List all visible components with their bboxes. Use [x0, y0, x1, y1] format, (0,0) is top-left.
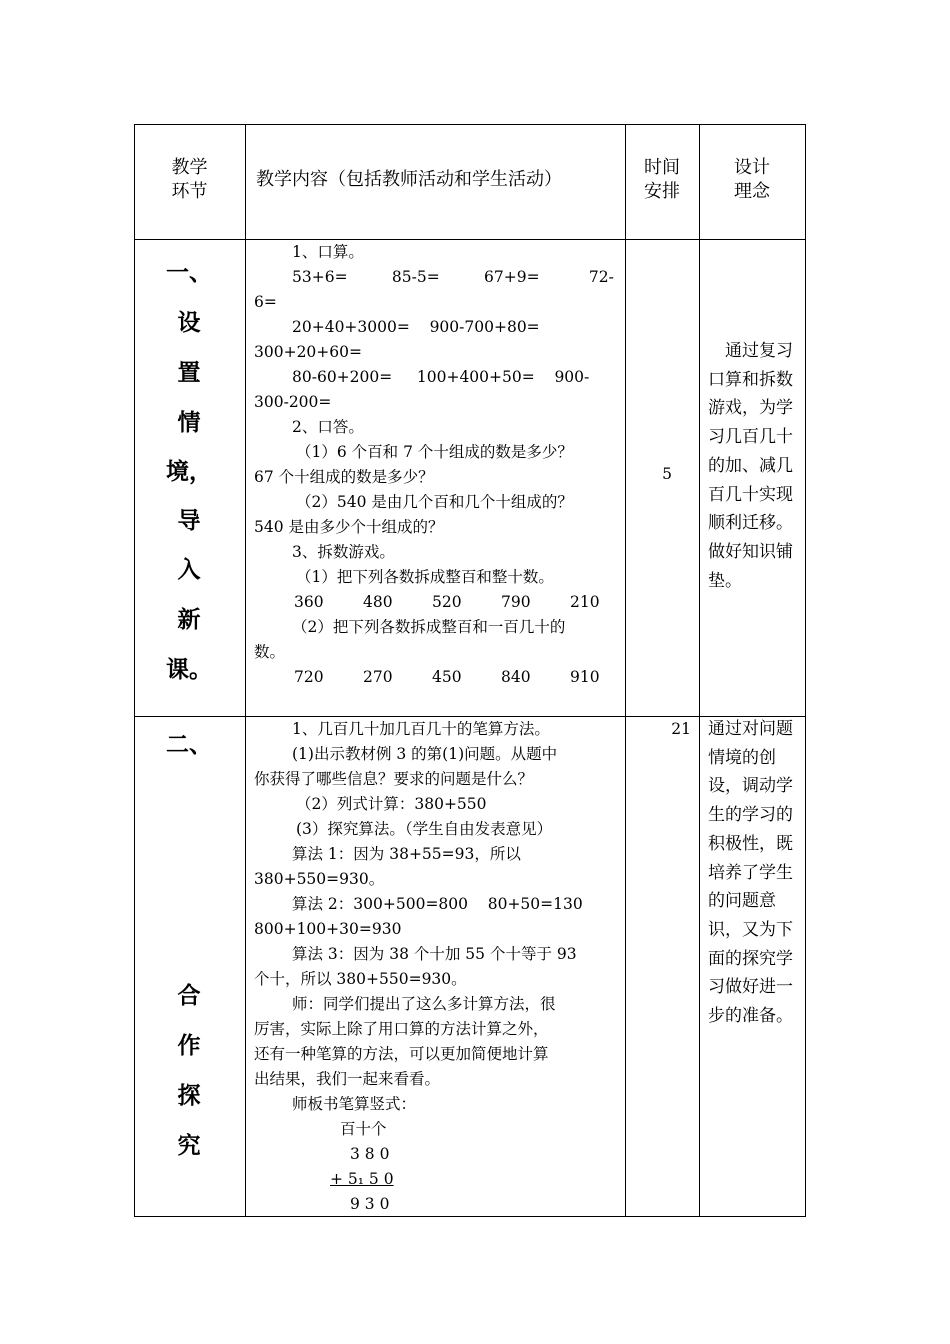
- section2-line: 厉害，实际上除了用口算的方法计算之外，: [254, 1020, 549, 1038]
- section1-line: 360 480 520 790 210: [294, 593, 600, 611]
- column-divider-1: [245, 124, 246, 1217]
- section1-title-char: 入: [177, 556, 201, 583]
- section1-time: 5: [662, 465, 672, 483]
- section1-title-char: 一、: [166, 259, 212, 286]
- section1-line: 3、拆数游戏。: [292, 543, 395, 561]
- section2-line: 1、几百几十加几百几十的笔算方法。: [292, 720, 550, 738]
- table-border-bottom: [134, 1216, 806, 1217]
- section1-line: 80-60+200= 100+400+50= 900-: [292, 368, 590, 386]
- section1-line: 1、口算。: [292, 243, 364, 261]
- section2-title-char: 探: [177, 1082, 201, 1109]
- header-design: [699, 156, 805, 204]
- section2-line: 出结果，我们一起来看看。: [254, 1070, 441, 1088]
- section2-line: (3）探究算法。（学生自由发表意见）: [296, 820, 553, 838]
- section2-line: 还有一种笔算的方法，可以更加简便地计算: [254, 1045, 549, 1063]
- section1-design-note: 通过复习口算和拆数游戏，为学习几百几十的加、减几百几十实现顺利迁移。做好知识铺垫。: [708, 341, 793, 591]
- section2-line: 算法 2：300+500=800 80+50=130: [292, 895, 583, 913]
- section1-line: （1）6 个百和 7 个十组成的数是多少？: [296, 443, 573, 461]
- vertical-calc-result: 9 3 0: [350, 1195, 390, 1213]
- section1-line: 20+40+3000= 900-700+80=: [292, 318, 540, 336]
- section2-design-note: 通过对问题情境的创设，调动学生的学习的积极性，既培养了学生的问题意识，又为下面的探究学习做好进一步的准备。: [708, 719, 793, 1027]
- section1-line: （2）540 是由几个百和几个十组成的？: [296, 493, 573, 511]
- section2-line: 800+100+30=930: [254, 920, 402, 938]
- section2-title-char: 合: [177, 982, 201, 1009]
- header-time-line2: 安排: [644, 181, 680, 202]
- header-design-line2: 理念: [734, 181, 770, 202]
- section1-line: 53+6= 85-5= 67+9= 72-: [292, 268, 614, 286]
- header-stage-line1: 教学: [171, 157, 208, 178]
- section2-line: 师板书笔算竖式：: [292, 1095, 417, 1113]
- section2-line: （2）列式计算：380+550: [296, 795, 487, 813]
- section1-line: 6=: [254, 293, 277, 311]
- section2-line: 380+550=930。: [254, 870, 385, 888]
- section1-line: 67 个十组成的数是多少？: [254, 468, 434, 486]
- section1-title-char: 课。: [166, 656, 212, 683]
- section1-title-char: 新: [177, 606, 201, 633]
- section1-line: 300+20+60=: [254, 343, 362, 361]
- lesson-plan-table: [134, 124, 806, 1217]
- section1-title-char: 置: [177, 359, 201, 386]
- section2-title-number: 二、: [166, 731, 212, 758]
- column-divider-2: [625, 124, 626, 1217]
- section1-line: 数。: [254, 643, 286, 661]
- section2-line: 算法 3：因为 38 个十加 55 个十等于 93: [292, 945, 577, 963]
- section1-line: （1）把下列各数拆成整百和整十数。: [296, 568, 554, 586]
- table-border-top: [134, 124, 806, 125]
- header-time-line1: 时间: [644, 157, 680, 178]
- section1-title-char: 境，: [166, 458, 212, 485]
- section2-time: 21: [671, 720, 691, 738]
- section2-line: 你获得了哪些信息？要求的问题是什么？: [254, 770, 534, 788]
- header-stage: [134, 156, 245, 204]
- vertical-calc-place-header: 百十个: [340, 1120, 387, 1138]
- section1-line: 540 是由多少个十组成的？: [254, 518, 444, 536]
- vertical-calc-row2: + 5₁ 5 0: [330, 1170, 394, 1188]
- section2-line: 师：同学们提出了这么多计算方法，很: [292, 995, 556, 1013]
- section1-title-char: 导: [177, 507, 201, 534]
- section1-title-char: 设: [177, 309, 201, 336]
- header-divider: [134, 239, 806, 240]
- section1-title-char: 情: [177, 409, 201, 436]
- section2-line: 个十，所以 380+550=930。: [254, 970, 467, 988]
- header-content: 教学内容（包括教师活动和学生活动）: [256, 169, 562, 190]
- section1-line: 2、口答。: [292, 418, 364, 436]
- section2-line: (1)出示教材例 3 的第(1)问题。从题中: [292, 745, 558, 763]
- header-design-line1: 设计: [734, 157, 770, 178]
- column-divider-3: [699, 124, 700, 1217]
- section1-line: 720 270 450 840 910: [294, 668, 600, 686]
- section1-line: （2）把下列各数拆成整百和一百几十的: [292, 618, 566, 636]
- vertical-calc-row1: 3 8 0: [350, 1145, 390, 1163]
- section2-line: 算法 1：因为 38+55=93，所以: [292, 845, 521, 863]
- header-stage-line2: 环节: [171, 181, 208, 202]
- table-border-right: [805, 124, 806, 1217]
- section1-line: 300-200=: [254, 393, 332, 411]
- section2-title-char: 作: [177, 1032, 201, 1059]
- section2-title-char: 究: [177, 1132, 201, 1159]
- header-time: [625, 156, 699, 204]
